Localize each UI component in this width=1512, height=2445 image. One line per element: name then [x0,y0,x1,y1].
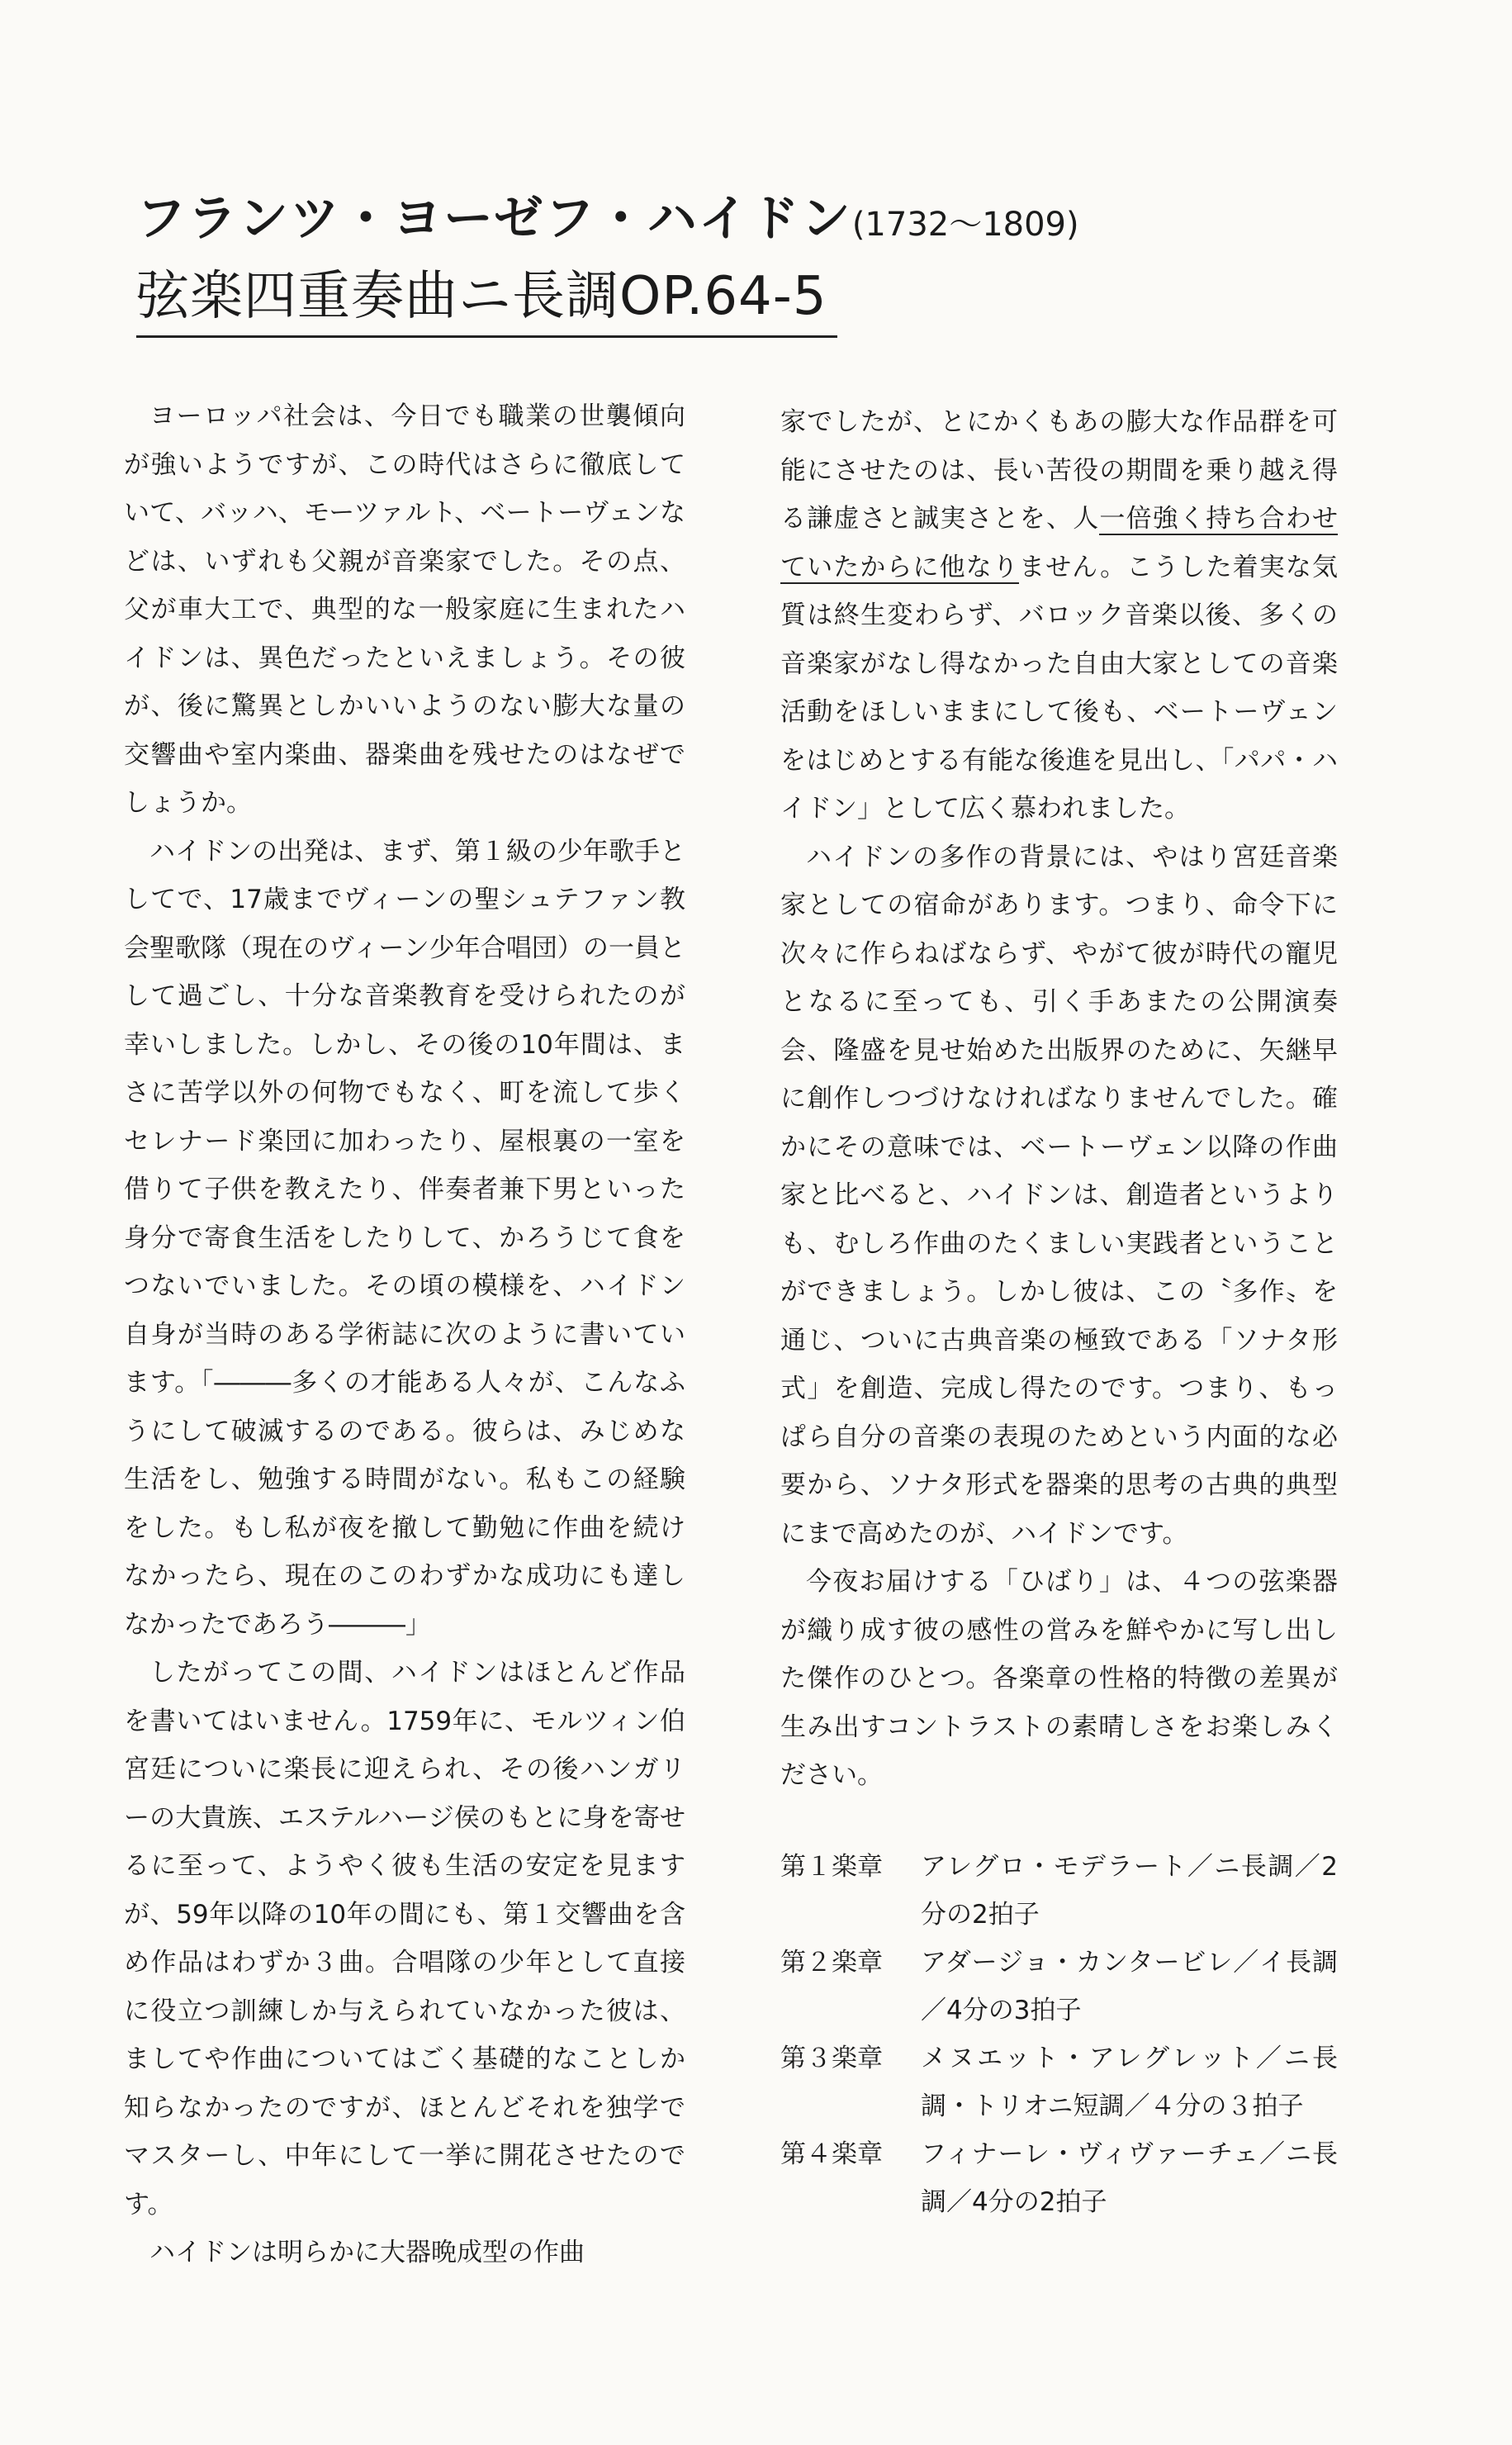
movement-description: フィナーレ・ヴィヴァーチェ／ニ長調／4分の2拍子 [921,2139,1338,2217]
paragraph-text: ません。こうした着実な気質は終生変わらず、バロック音楽以後、多くの音楽家がなし得なかった自由大家としての音楽活動をほしいままにして後も、ベートーヴェンをはじめとする有能な後進を見出し、「パパ・ハイドン」として広く慕われました。 [780,552,1339,824]
paragraph: したがってこの間、ハイドンはほとんど作品を書いてはいません。1759年に、モルツィン伯宮廷についに楽長に迎えられ、その後ハンガリーの大貴族、エステルハージ侯のもとに身を寄せるに至って、ようやく彼も生活の安定を見ますが、59年以降の10年の間にも、第１交響曲を含め作品はわずか３曲。合唱隊の少年として直接に役立つ訓練しか与えられていなかった彼は、ましてや作曲についてはごく基礎的なことしか知らなかったのですが、ほとんどそれを独学でマスターし、中年にして一挙に開花させたのです。 [124,1658,685,2219]
work-title: 弦楽四重奏曲ニ長調OP.64-5 [136,258,837,338]
title-block [136,186,1375,338]
movement-label: 第４楽章 [780,2139,883,2169]
movement-item [780,1843,1338,1939]
composer-years: (1732〜1809) [851,206,1079,244]
movement-list [780,1843,1338,2226]
composer-heading [136,186,1375,258]
movement-item [780,2130,1338,2226]
paragraph: 今夜お届けする「ひばり」は、４つの弦楽器が織り成す彼の感性の営みを鮮やかに写し出した傑作のひとつ。各楽章の性格的特徴の差異が生み出すコントラストの素晴しさをお楽しみください。 [780,1567,1338,1790]
left-column [124,392,685,2277]
paragraph: ハイドンは明らかに大器晩成型の作曲 [149,2238,585,2267]
movement-label: 第３楽章 [780,2043,883,2073]
paragraph: ヨーロッパ社会は、今日でも職業の世襲傾向が強いようですが、この時代はさらに徹底していて、バッハ、モーツァルト、ベートーヴェンなどは、いずれも父親が音楽家でした。その点、父が車大工で、典型的な一般家庭に生まれたハイドンは、異色だったといえましょう。その彼が、後に驚異としかいいようのない膨大な量の交響曲や室内楽曲、器楽曲を残せたのはなぜでしょうか。 [124,401,685,818]
movement-description: メヌエット・アレグレット／ニ長調・トリオニ短調／４分の３拍子 [921,2043,1338,2121]
movement-description: アレグロ・モデラート／ニ長調／2分の2拍子 [921,1851,1338,1930]
paragraph: ハイドンの多作の背景には、やはり宮廷音楽家としての宿命があります。つまり、命令下に次々に作らねばならず、やがて彼が時代の寵児となるに至っても、引く手あまたの公開演奏会、隆盛を見せ始めた出版界のために、矢継早に創作しつづけなければなりませんでした。確かにその意味では、ベートーヴェン以降の作曲家と比べると、ハイドンは、創造者というよりも、むしろ作曲のたくましい実践者ということができましょう。しかし彼は、この〝多作〟を通じ、ついに古典音楽の極致である「ソナタ形式」を創造、完成し得たのです。つまり、もっぱら自分の音楽の表現のためという内面的な必要から、ソナタ形式を器楽的思考の古典的典型にまで高めたのが、ハイドンです。 [780,842,1338,1549]
movement-label: 第２楽章 [780,1947,883,1977]
composer-name: フランツ・ヨーゼフ・ハイドン [136,190,852,248]
paragraph [780,398,1338,833]
movement-item [780,1939,1338,2034]
paragraph-text: 家でしたが、とにかくもあの膨大な作品群を可能にさせたのは、長い苦役の期間を乗り越え得る謙虚さと誠実さとを、人 [780,407,1338,534]
right-column [780,398,1338,2226]
movement-description: アダージョ・カンタービレ／イ長調／4分の3拍子 [921,1947,1338,2025]
movement-label: 第１楽章 [780,1851,883,1882]
underlined-text: 一倍強く持ち合わせていたからに他なり [780,504,1339,582]
paragraph: ハイドンの出発は、まず、第１級の少年歌手としてで、17歳までヴィーンの聖シュテファン教会聖歌隊（現在のヴィーン少年合唱団）の一員として過ごし、十分な音楽教育を受けられたのが幸いしました。しかし、その後の10年間は、まさに苦学以外の何物でもなく、町を流して歩くセレナード楽団に加わったり、屋根裏の一室を借りて子供を教えたり、伴奏者兼下男といった身分で寄食生活をしたりして、かろうじて食をつないでいました。その頃の模様を、ハイドン自身が当時のある学術誌に次のように書いています。「―――多くの才能ある人々が、こんなふうにして破滅するのである。彼らは、みじめな生活をし、勉強する時間がない。私もこの経験をした。もし私が夜を撤して勤勉に作曲を続けなかったら、現在のこのわずかな成功にも達しなかったであろう―――」 [124,836,685,1640]
movement-item [780,2034,1338,2130]
